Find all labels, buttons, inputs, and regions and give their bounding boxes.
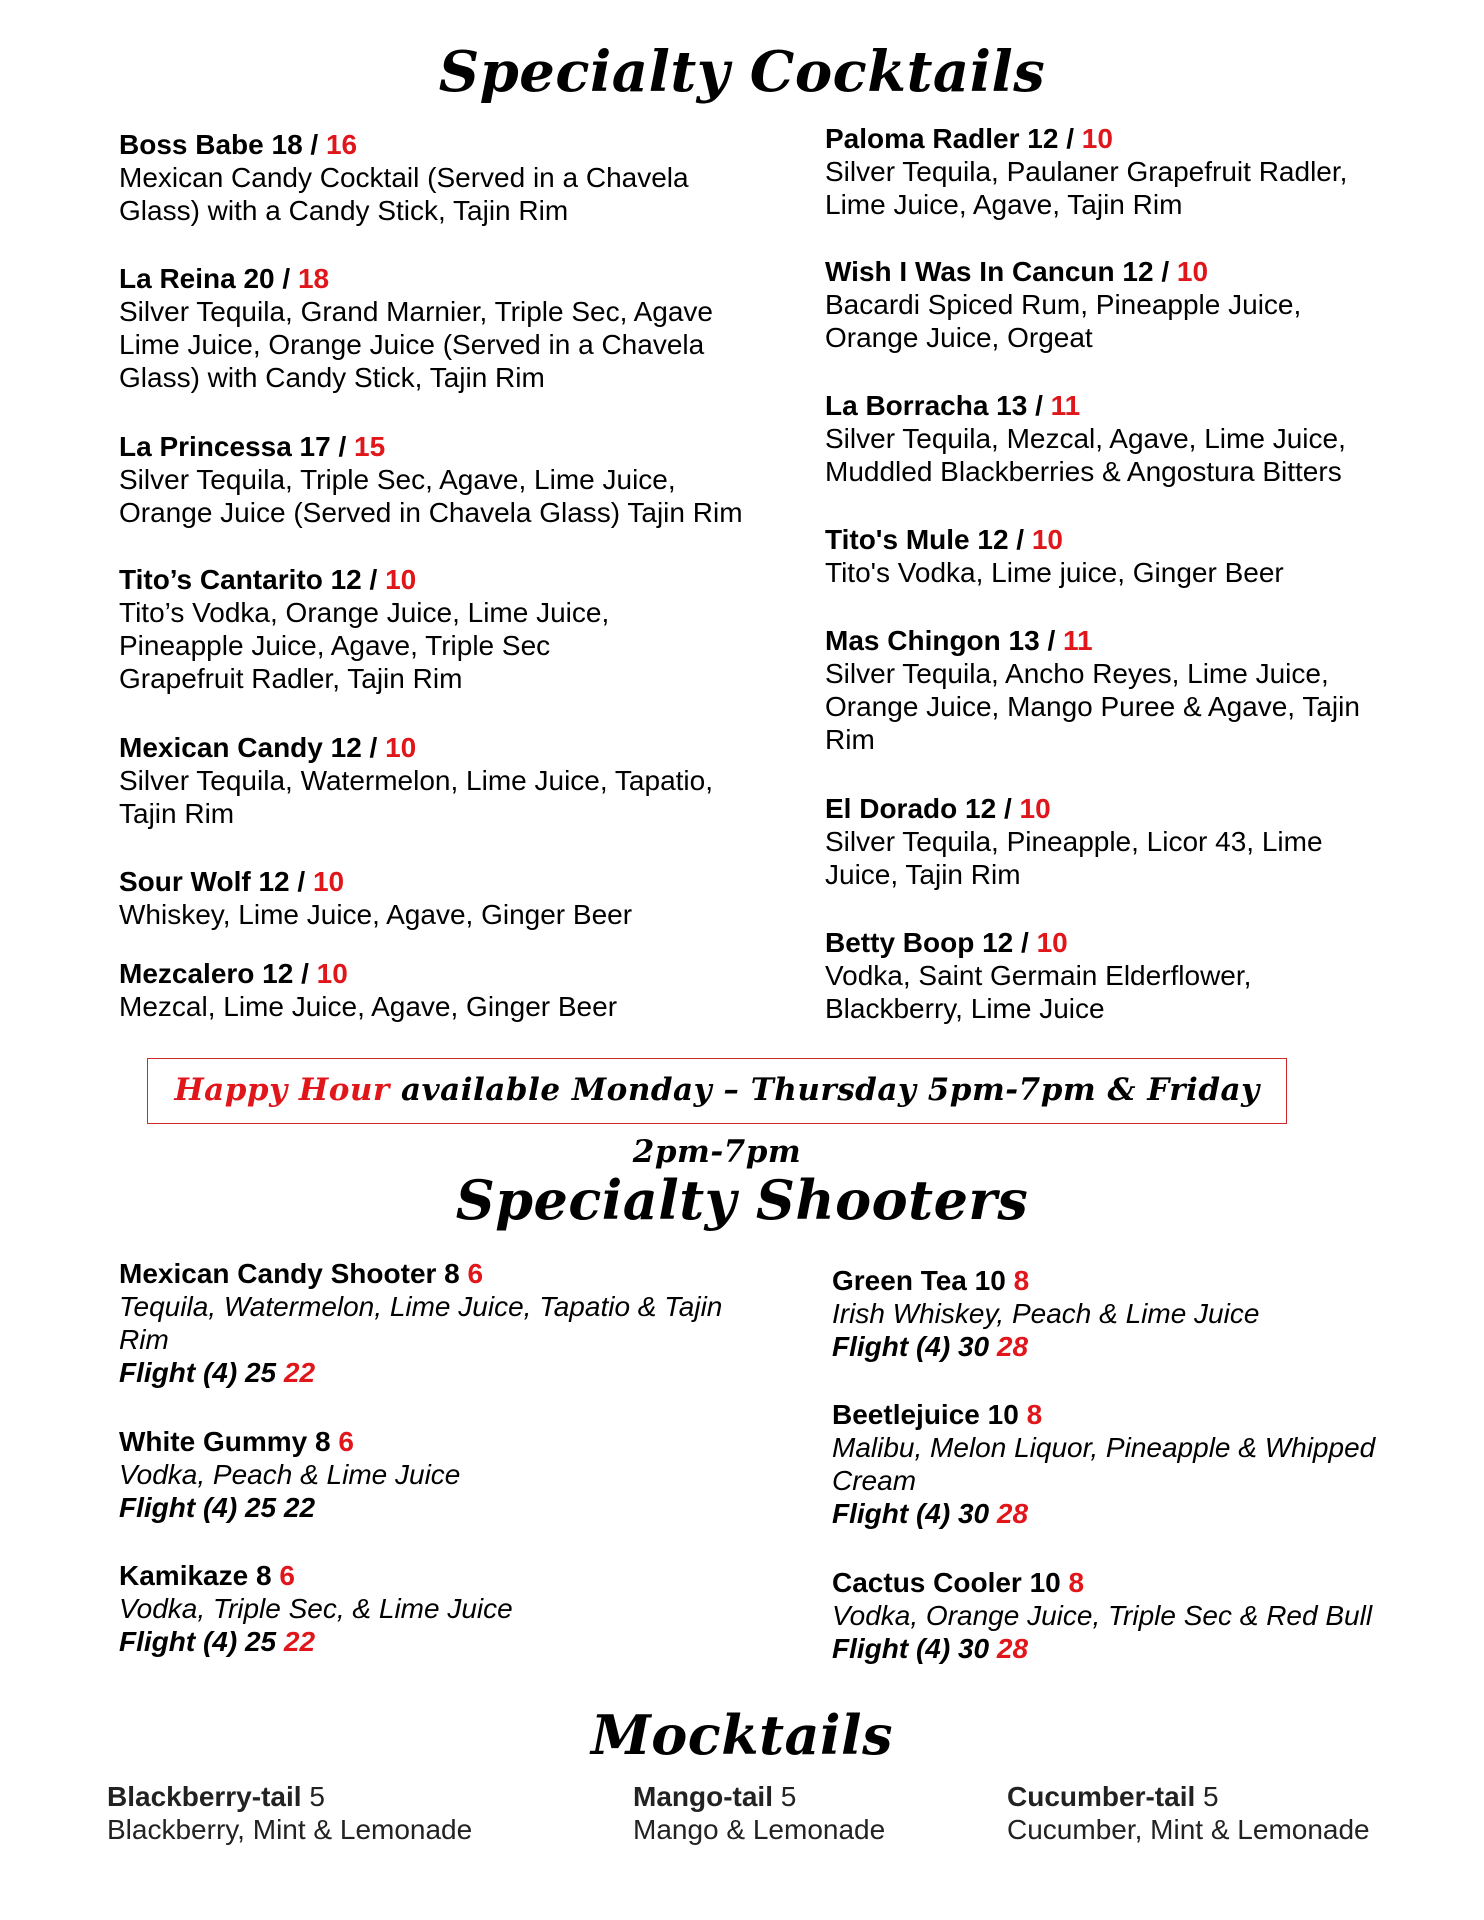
flight-price: 22 [283, 1357, 316, 1388]
shooter-desc-line: Vodka, Triple Sec, & Lime Juice [119, 1593, 513, 1624]
shooter-desc-line: Irish Whiskey, Peach & Lime Juice [832, 1298, 1260, 1329]
flight-price: 28 [996, 1498, 1029, 1529]
cocktail-name: Betty Boop 12 / [825, 927, 1037, 958]
shooter-item [832, 1566, 1432, 1665]
cocktail-item [825, 926, 1425, 1025]
cocktail-desc-line: Orange Juice, Mango Puree & Agave, Tajin [825, 691, 1360, 722]
cocktail-desc-line: Lime Juice, Agave, Tajin Rim [825, 189, 1183, 220]
mocktail-price: 5 [1195, 1781, 1219, 1812]
cocktail-item [119, 563, 799, 695]
shooter-desc-line: Cream [832, 1465, 917, 1496]
cocktail-desc-line: Silver Tequila, Pineapple, Licor 43, Lime [825, 826, 1323, 857]
cocktail-item [825, 792, 1425, 891]
cocktail-desc-line: Rim [825, 724, 875, 755]
shooter-name: Green Tea 10 [832, 1265, 1014, 1296]
cocktail-item [119, 128, 799, 227]
cocktail-desc-line: Tajin Rim [119, 798, 235, 829]
shooter-desc-line: Vodka, Orange Juice, Triple Sec & Red Bull [832, 1600, 1373, 1631]
cocktail-name: Mezcalero 12 / [119, 958, 317, 989]
shooter-price: 8 [1013, 1265, 1030, 1296]
flight-label: Flight (4) 30 [832, 1633, 997, 1664]
flight-label: Flight (4) 30 [832, 1498, 997, 1529]
happy-hour-banner [147, 1058, 1287, 1170]
mocktail-item [633, 1780, 973, 1846]
cocktail-desc-line: Tito’s Vodka, Orange Juice, Lime Juice, [119, 597, 610, 628]
cocktail-desc-line: Silver Tequila, Triple Sec, Agave, Lime Juice, [119, 464, 676, 495]
cocktail-name: La Reina 20 / [119, 263, 298, 294]
cocktail-desc-line: Silver Tequila, Watermelon, Lime Juice, Tapatio, [119, 765, 713, 796]
cocktail-desc-line: Vodka, Saint Germain Elderflower, [825, 960, 1252, 991]
cocktail-price: 10 [312, 866, 345, 897]
cocktail-desc-line: Muddled Blackberries & Angostura Bitters [825, 456, 1342, 487]
shooter-desc-line: Malibu, Melon Liquor, Pineapple & Whipped [832, 1432, 1376, 1463]
shooter-name: Beetlejuice 10 [832, 1399, 1027, 1430]
mocktail-desc: Blackberry, Mint & Lemonade [107, 1814, 473, 1845]
shooter-flight [832, 1497, 1432, 1530]
cocktail-price: 10 [1019, 793, 1051, 824]
cocktail-price: 10 [385, 564, 417, 595]
shooter-name: White Gummy 8 [119, 1426, 339, 1457]
cocktail-price: 10 [1081, 123, 1113, 154]
shooter-flight [832, 1632, 1432, 1665]
cocktail-item [825, 523, 1425, 589]
mocktail-price: 5 [301, 1781, 325, 1812]
shooter-name: Cactus Cooler 10 [832, 1567, 1069, 1598]
mocktail-name: Cucumber-tail [1007, 1781, 1196, 1812]
mocktail-item [1007, 1780, 1467, 1846]
cocktail-price: 18 [297, 263, 330, 294]
shooter-flight [119, 1491, 799, 1524]
cocktail-item [825, 122, 1425, 221]
shooter-item [119, 1257, 799, 1389]
shooter-price: 6 [279, 1560, 295, 1591]
cocktail-desc-line: Bacardi Spiced Rum, Pineapple Juice, [825, 289, 1302, 320]
cocktail-desc-line: Tito's Vodka, Lime juice, Ginger Beer [825, 557, 1284, 588]
cocktail-name: Tito's Mule 12 / [825, 524, 1032, 555]
shooters-title: Specialty Shooters [455, 1168, 1029, 1232]
cocktail-name: Mexican Candy 12 / [119, 732, 386, 763]
happy-hour-label: Happy Hour [174, 1072, 390, 1108]
shooter-item [119, 1559, 799, 1658]
cocktail-price: 10 [1176, 256, 1209, 287]
cocktail-price: 16 [325, 129, 358, 160]
shooter-flight [119, 1356, 799, 1389]
shooter-item [119, 1425, 799, 1524]
mocktail-name: Mango-tail [633, 1781, 773, 1812]
cocktail-item [119, 262, 799, 394]
cocktail-desc-line: Glass) with Candy Stick, Tajin Rim [119, 362, 545, 393]
mocktails-title: Mocktails [591, 1703, 893, 1767]
shooter-price: 6 [338, 1426, 354, 1457]
cocktail-desc-line: Silver Tequila, Grand Marnier, Triple Sec, Agave [119, 296, 714, 327]
cocktail-desc-line: Orange Juice (Served in Chavela Glass) Tajin Rim [119, 497, 743, 528]
cocktail-item [119, 430, 799, 529]
flight-label: Flight (4) 30 [832, 1331, 997, 1362]
cocktail-desc-line: Orange Juice, Orgeat [825, 322, 1093, 353]
cocktail-desc-line: Whiskey, Lime Juice, Agave, Ginger Beer [119, 899, 633, 930]
cocktail-name: Boss Babe 18 / [119, 129, 326, 160]
mocktail-name: Blackberry-tail [107, 1781, 302, 1812]
shooter-price: 8 [1026, 1399, 1043, 1430]
flight-price: 22 [283, 1626, 316, 1657]
cocktail-desc-line: Lime Juice, Orange Juice (Served in a Chavela [119, 329, 705, 360]
cocktail-price: 15 [354, 431, 386, 462]
cocktail-desc-line: Blackberry, Lime Juice [825, 993, 1105, 1024]
flight-price: 22 [283, 1492, 316, 1523]
cocktail-item [119, 957, 799, 1023]
shooter-item [832, 1264, 1432, 1363]
cocktail-desc-line: Mexican Candy Cocktail (Served in a Chavela [119, 162, 689, 193]
shooter-desc-line: Vodka, Peach & Lime Juice [119, 1459, 461, 1490]
shooter-item [832, 1398, 1432, 1530]
mocktail-price: 5 [773, 1781, 797, 1812]
happy-hour-details: available Monday – Thursday 5pm-7pm & Friday 2pm-7pm [389, 1072, 1260, 1170]
shooter-price: 6 [467, 1258, 484, 1289]
cocktail-item [825, 255, 1425, 354]
shooter-name: Mexican Candy Shooter 8 [119, 1258, 468, 1289]
shooter-name: Kamikaze 8 [119, 1560, 280, 1591]
flight-label: Flight (4) 25 [119, 1626, 284, 1657]
cocktail-name: Wish I Was In Cancun 12 / [825, 256, 1177, 287]
cocktail-name: Paloma Radler 12 / [825, 123, 1082, 154]
shooter-desc-line: Tequila, Watermelon, Lime Juice, Tapatio & Tajin [119, 1291, 723, 1322]
cocktail-name: Tito’s Cantarito 12 / [119, 564, 386, 595]
cocktail-name: El Dorado 12 / [825, 793, 1020, 824]
cocktail-price: 11 [1063, 625, 1093, 656]
cocktail-item [825, 624, 1425, 756]
mocktail-item [107, 1780, 587, 1846]
cocktail-desc-line: Pineapple Juice, Agave, Triple Sec [119, 630, 551, 661]
cocktail-desc-line: Silver Tequila, Ancho Reyes, Lime Juice, [825, 658, 1329, 689]
cocktail-price: 11 [1050, 390, 1081, 421]
cocktail-name: Sour Wolf 12 / [119, 866, 313, 897]
cocktail-desc-line: Mezcal, Lime Juice, Agave, Ginger Beer [119, 991, 618, 1022]
flight-price: 28 [996, 1331, 1029, 1362]
cocktail-name: Mas Chingon 13 / [825, 625, 1064, 656]
shooter-price: 8 [1068, 1567, 1085, 1598]
cocktail-item [119, 731, 799, 830]
flight-label: Flight (4) 25 [119, 1492, 284, 1523]
cocktail-price: 10 [1036, 927, 1068, 958]
cocktail-price: 10 [1031, 524, 1064, 555]
cocktail-name: La Princessa 17 / [119, 431, 355, 462]
cocktail-item [825, 389, 1425, 488]
shooter-flight [119, 1625, 799, 1658]
cocktail-price: 10 [385, 732, 417, 763]
cocktail-desc-line: Grapefruit Radler, Tajin Rim [119, 663, 463, 694]
flight-label: Flight (4) 25 [119, 1357, 284, 1388]
cocktail-item [119, 865, 799, 931]
mocktail-desc: Cucumber, Mint & Lemonade [1007, 1814, 1370, 1845]
cocktail-desc-line: Silver Tequila, Mezcal, Agave, Lime Juice, [825, 423, 1346, 454]
cocktails-title: Specialty Cocktails [438, 39, 1046, 105]
cocktail-price: 10 [316, 958, 348, 989]
cocktail-name: La Borracha 13 / [825, 390, 1051, 421]
shooter-flight [832, 1330, 1432, 1363]
cocktail-desc-line: Glass) with a Candy Stick, Tajin Rim [119, 195, 569, 226]
shooter-desc-line: Rim [119, 1324, 169, 1355]
mocktail-desc: Mango & Lemonade [633, 1814, 886, 1845]
flight-price: 28 [996, 1633, 1029, 1664]
cocktail-desc-line: Silver Tequila, Paulaner Grapefruit Radler, [825, 156, 1348, 187]
cocktail-desc-line: Juice, Tajin Rim [825, 859, 1021, 890]
